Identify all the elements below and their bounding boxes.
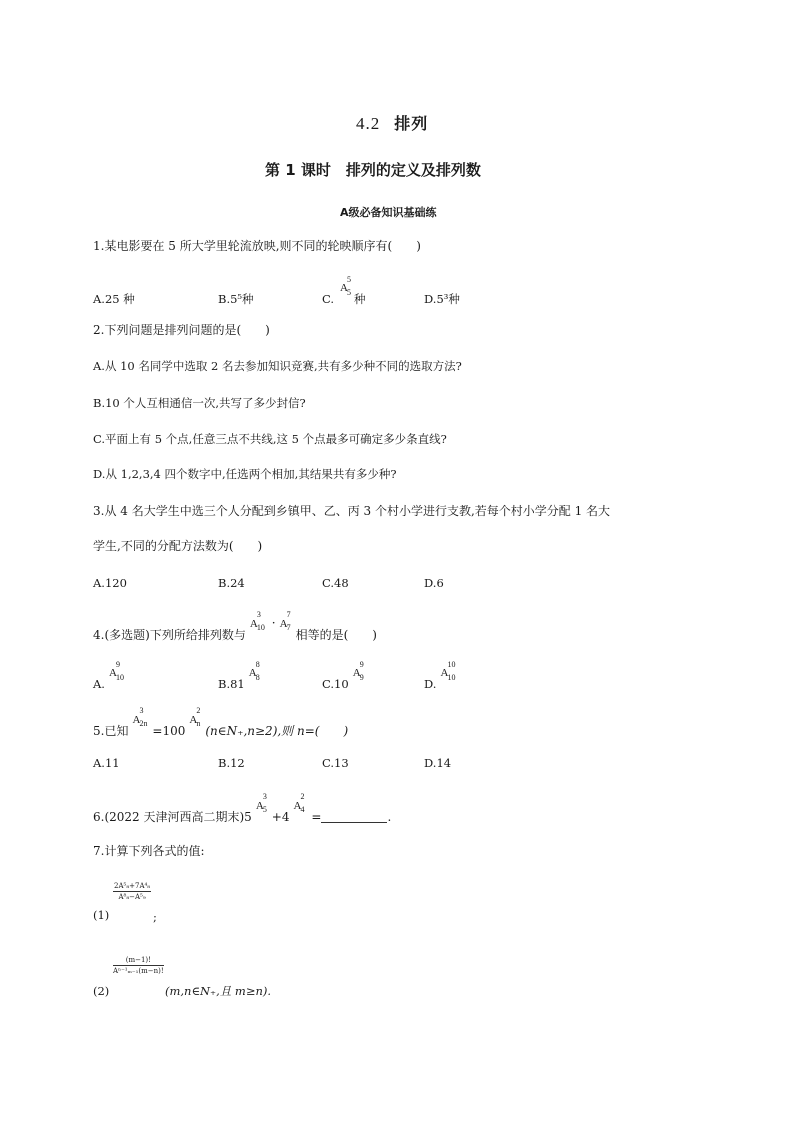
q6-equals: = [311,810,322,824]
multiply-dot: · [271,616,276,630]
fraction-denominator: Aⁿ⁻¹ₘ₋₁(m−n)! [113,967,164,975]
q1-option-b: B.5⁵种 [218,292,254,306]
q1-option-c [322,275,366,307]
permutation-symbol: A 7 7 [279,610,291,632]
q3-option-a: A.120 [93,576,127,590]
q2-option-d: D.从 1,2,3,4 四个数字中,任选两个相加,其结果共有多少种? [93,467,397,481]
q5-option-b: B.12 [218,756,245,770]
q5-suffix: (n∈N₊,n≥2),则 n=( ) [205,724,349,738]
fraction-denominator: A⁸₈−A⁵₉ [118,893,146,901]
question-6-text [93,792,392,826]
q1-option-d: D.5³种 [424,292,460,306]
q4-option-d: D.A 10 10 [424,660,456,691]
q4-prefix: 4.(多选题)下列所给排列数与 [93,628,246,642]
q3-option-d: D.6 [424,576,444,590]
question-1-text: 1.某电影要在 5 所大学里轮流放映,则不同的轮映顺序有( ) [93,239,421,253]
permutation-symbol: A 9 9 [352,660,364,682]
permutation-symbol: A 10 10 [440,660,456,682]
permutation-symbol: A 3 10 [249,610,265,632]
q4-option-c: C.10A 9 9 [322,660,364,691]
lesson-title: 第 1 课时 排列的定义及排列数 [265,161,481,179]
q3-option-c: C.48 [322,576,349,590]
q1-option-c-label: C. [322,292,335,306]
permutation-symbol: A 8 8 [248,660,260,682]
q5-option-c: C.13 [322,756,349,770]
permutation-symbol: A 9 10 [108,660,124,682]
q6-prefix: 6.(2022 天津河西高二期末)5 [93,810,252,824]
q6-period: . [387,810,392,824]
permutation-symbol: A 5 5 [340,275,352,297]
section-heading [356,111,428,134]
fraction-numerator: (m−1)! [113,956,164,966]
q5-equals: =100 [152,724,186,738]
answer-blank[interactable] [321,810,387,823]
permutation-symbol: A 2 4 [293,792,305,814]
q7-part-1-end: ; [153,910,157,924]
question-2-text: 2.下列问题是排列问题的是( ) [93,323,270,337]
q7-part-2-suffix: (m,n∈N₊,且 m≥n). [165,984,271,998]
q4-option-a: A.A 9 10 [93,660,124,691]
q4-suffix: 相等的是( ) [295,628,377,642]
q1-option-c-suffix: 种 [354,292,366,306]
question-3-line-2: 学生,不同的分配方法数为( ) [93,539,263,553]
fraction [113,882,151,901]
q7-part-2-label: (2) [93,984,110,998]
level-heading: A级必备知识基础练 [340,206,437,219]
q2-option-a: A.从 10 名同学中选取 2 名去参加知识竞赛,共有多少种不同的选取方法? [93,359,462,373]
section-number: 4.2 [356,114,381,133]
q7-part-1-label: (1) [93,908,110,922]
q2-option-b: B.10 个人互相通信一次,共写了多少封信? [93,396,306,410]
q3-option-b: B.24 [218,576,245,590]
q5-prefix: 5.已知 [93,724,129,738]
permutation-symbol: A 3 2n [132,706,148,728]
q1-option-a: A.25 种 [93,292,135,306]
permutation-symbol: A 3 5 [255,792,267,814]
question-3-line-1: 3.从 4 名大学生中选三个人分配到乡镇甲、乙、丙 3 个村小学进行支教,若每个村小学分配 1 名大 [93,504,611,518]
q4-option-b: B.81A 8 8 [218,660,260,691]
section-title: 排列 [394,114,429,133]
q6-plus: +4 [271,810,290,824]
fraction [113,956,164,975]
question-7-text: 7.计算下列各式的值: [93,844,205,858]
fraction-numerator: 2A⁵₈+7A⁴₈ [114,882,151,890]
question-5-text [93,706,349,740]
q5-option-a: A.11 [93,756,120,770]
question-4-text [93,610,377,644]
q2-option-c: C.平面上有 5 个点,任意三点不共线,这 5 个点最多可确定多少条直线? [93,432,447,446]
q5-option-d: D.14 [424,756,452,770]
permutation-symbol: A 2 n [189,706,201,728]
